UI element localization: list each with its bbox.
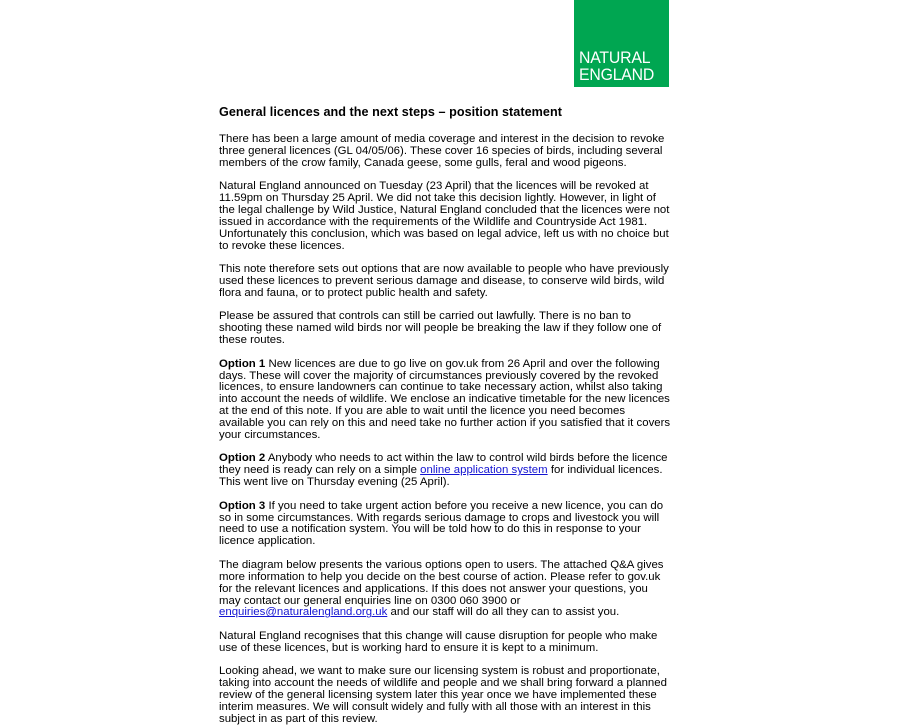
option-1-label: Option 1 xyxy=(219,357,266,370)
paragraph-looking-ahead: Looking ahead, we want to make sure our licensing system is robust and proportionate, taking into account the needs of wildlife and people and we shall bring forward a planned review of the general licensing system later this year once we have implemented these interim measures. We will consult widely and fully with all those with an interest in this subject in as part of this review. xyxy=(219,665,667,725)
online-application-system-link[interactable]: online application system xyxy=(420,464,548,477)
paragraph-option-1 xyxy=(219,359,671,442)
paragraph-disruption: Natural England recognises that this change will cause disruption for people who make use of these licences, but is working hard to ensure it is kept to a minimum. xyxy=(219,629,658,654)
option-3-label: Option 3 xyxy=(219,499,266,512)
document-body xyxy=(219,105,671,726)
paragraph-note-purpose: This note therefore sets out options that are now available to people who have previously used these licences to prevent serious damage and disease, to conserve wild birds, wild flora and fauna, or to protect public health and safety. xyxy=(219,263,669,299)
page-title: General licences and the next steps – position statement xyxy=(219,105,562,119)
option-2-label: Option 2 xyxy=(219,452,266,465)
paragraph-assurance: Please be assured that controls can still be carried out lawfully. There is no ban to shooting these named wild birds nor will people be breaking the law if they follow one of these routes. xyxy=(219,310,662,347)
paragraph-contact xyxy=(219,560,671,620)
option-2-text-before-link: Anybody who needs to act within the law to control wild birds before the licence they need is ready can rely on a simple xyxy=(219,452,668,477)
logo-line-england: ENGLAND xyxy=(579,64,655,84)
logo-wordmark xyxy=(579,50,654,83)
paragraph-option-2 xyxy=(219,453,671,489)
contact-text-before-link: The diagram below presents the various options open to users. The attached Q&A gives more information to help you decide on the best course of action. Please refer to gov.uk for the relevant licences and applications. If this does not answer your questions, you may contact our general enquiries line on 0300 060 3900 or xyxy=(219,558,664,607)
paragraph-intro: There has been a large amount of media coverage and interest in the decision to revoke three general licences (GL 04/05/06). These cover 16 species of birds, including several members of the crow family, Canada geese, some gulls, feral and wood pigeons. xyxy=(219,133,665,169)
enquiries-email-link[interactable]: enquiries@naturalengland.org.uk xyxy=(219,606,388,619)
paragraph-announcement: Natural England announced on Tuesday (23 April) that the licences will be revoked at 11.59pm on Thursday 25 April. We did not take this decision lightly. However, in light of the legal challenge by Wild Justice, Natural England concluded that the licences were not issued in accordance with the requirements of the Wildlife and Countryside Act 1981. Unfortunately this conclusion, which was based on legal advice, left us with no choice but to revoke these licences. xyxy=(219,180,670,252)
option-3-text: If you need to take urgent action before you receive a new licence, you can do so in some circumstances. With regards serious damage to crops and livestock you will need to use a notification system. You will be told how to do this in response to your licence application. xyxy=(219,499,664,548)
option-2-text-after-link: for individual licences. This went live on Thursday evening (25 April). xyxy=(219,464,663,489)
natural-england-logo xyxy=(574,0,669,87)
contact-text-after-link: and our staff will do all they can to assist you. xyxy=(387,606,620,619)
paragraph-option-3 xyxy=(219,501,671,549)
logo-line-natural: NATURAL xyxy=(579,48,651,67)
option-1-text: New licences are due to go live on gov.uk from 26 April and over the following days. These will cover the majority of circumstances previously covered by the revoked licences, to ensure landowners can continue to take necessary action, whilst also taking into account the needs of wildlife. We enclose an indicative timetable for the new licences at the end of this note. If you are able to wait until the licence you need becomes available you can rely on this and need take no further action if you satisfied that it covers your circumstances. xyxy=(219,357,671,442)
